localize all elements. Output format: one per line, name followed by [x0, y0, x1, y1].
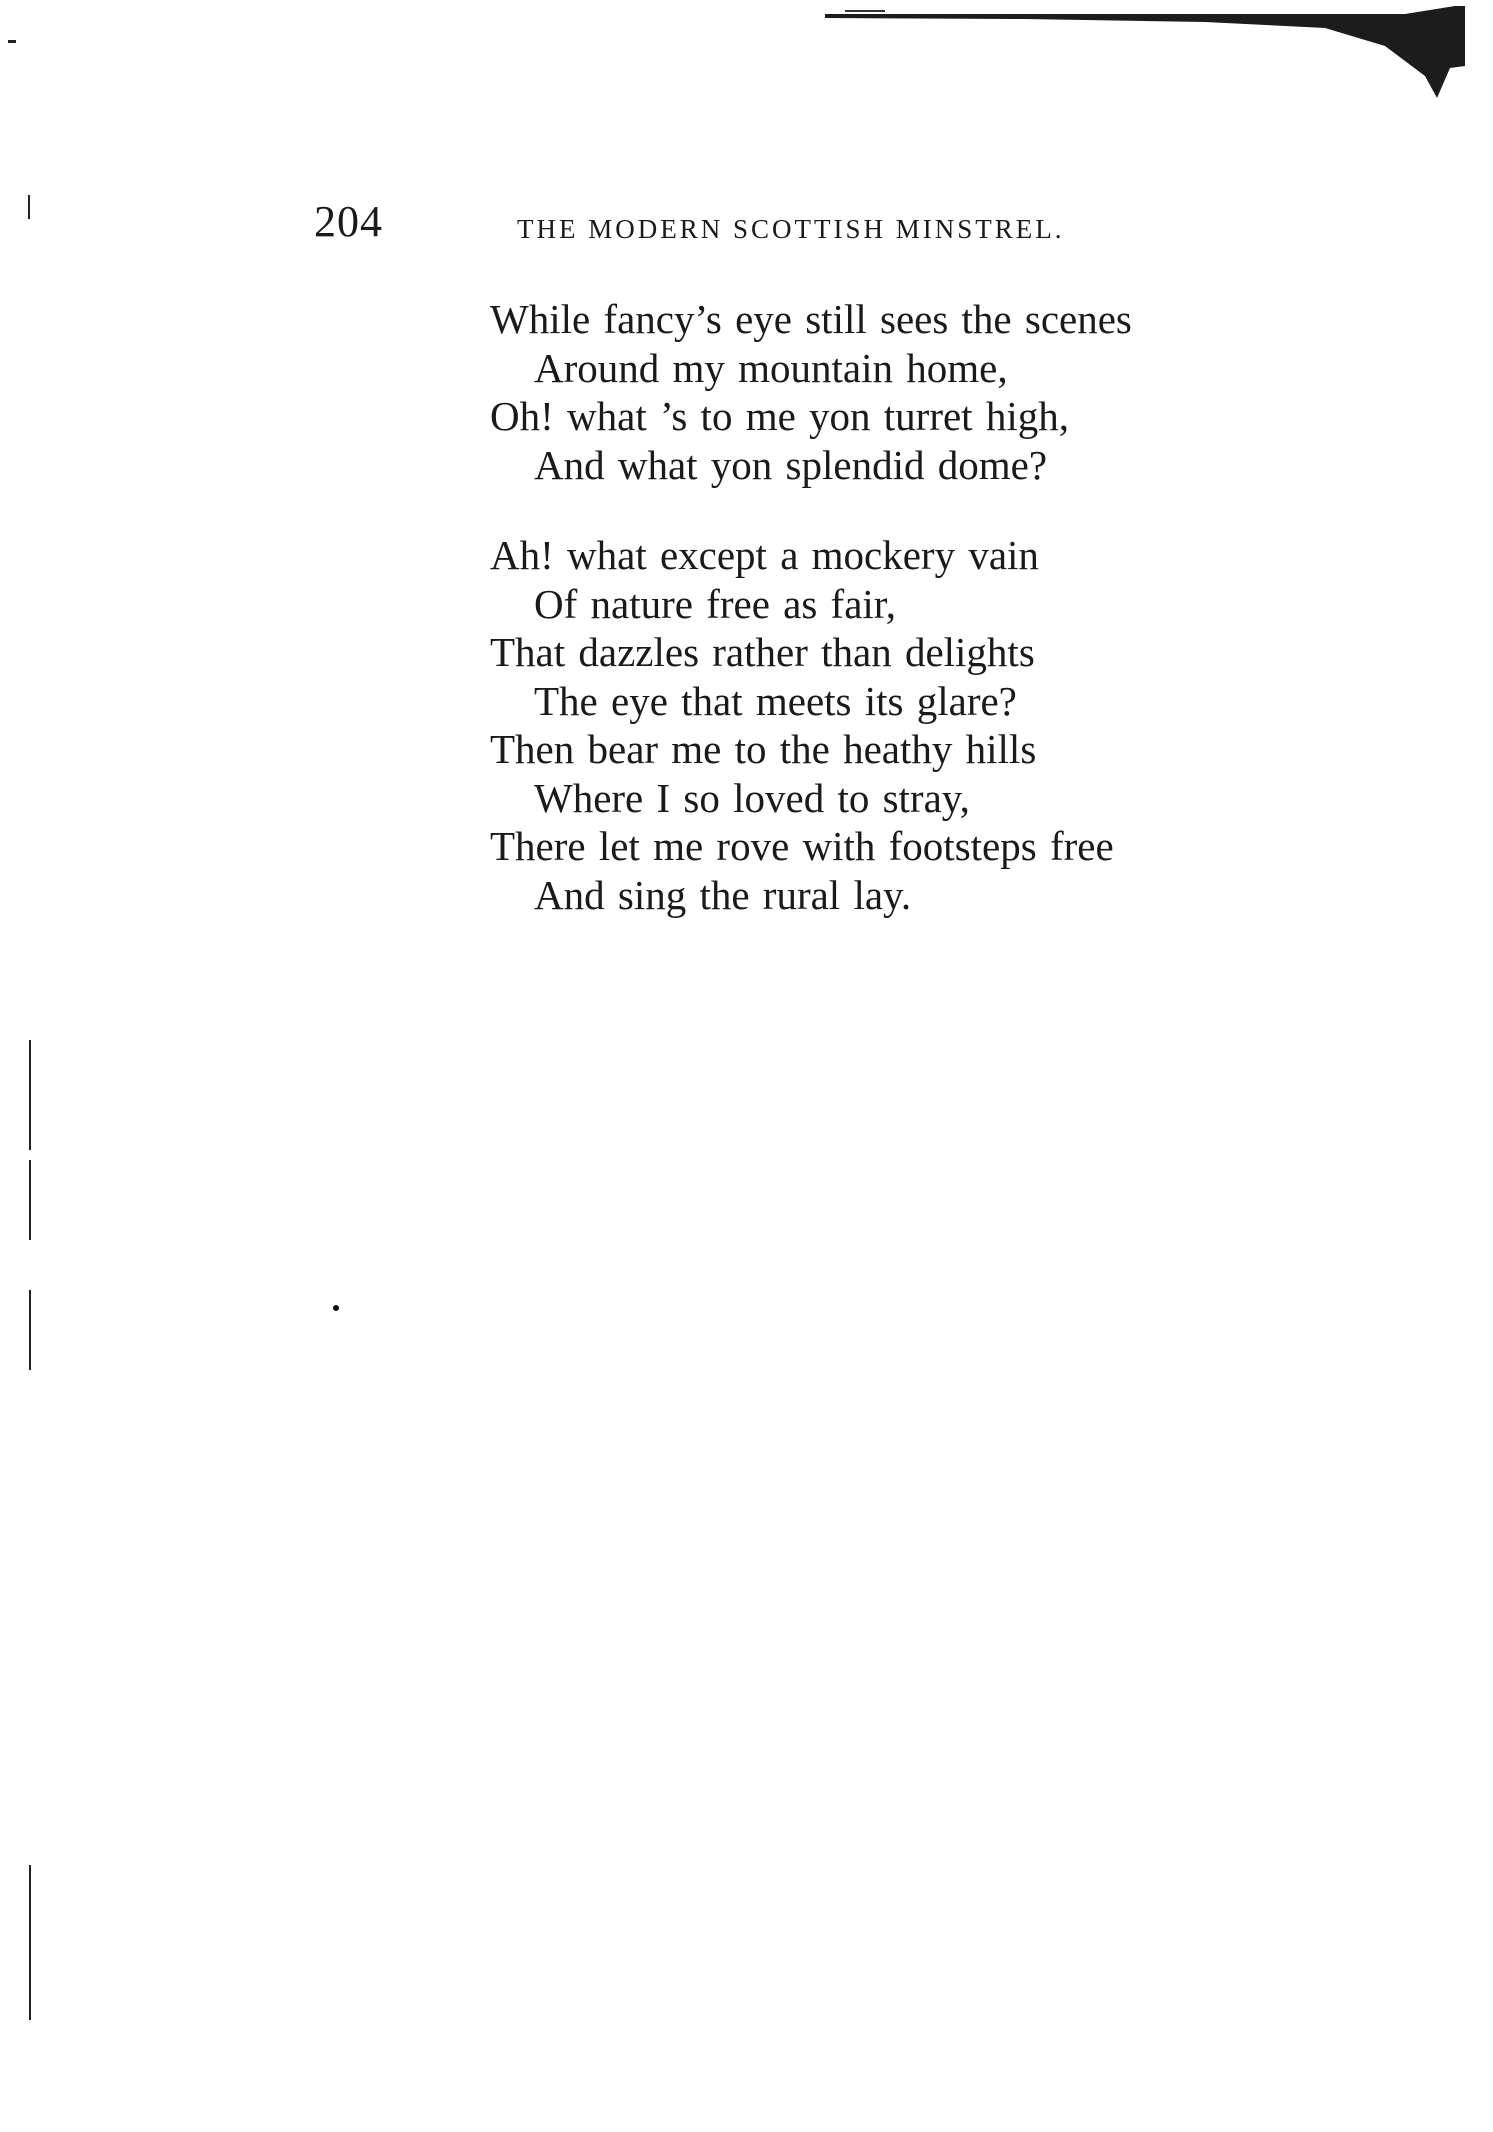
poem-line: There let me rove with footsteps free	[490, 823, 1114, 869]
binding-mark	[29, 1160, 31, 1240]
poem-line: The eye that meets its glare?	[534, 677, 1017, 724]
binding-mark	[29, 1290, 31, 1370]
stanza	[490, 531, 1390, 919]
poem-line: That dazzles rather than delights	[490, 629, 1035, 675]
poem-line: Ah! what except a mockery vain	[490, 532, 1039, 578]
poem-line: Around my mountain home,	[534, 344, 1008, 391]
binding-mark	[29, 1040, 31, 1150]
page-header	[0, 196, 1493, 256]
poem-line: And sing the rural lay.	[534, 871, 912, 918]
poem	[490, 295, 1390, 961]
poem-line: Where I so loved to stray,	[534, 774, 970, 821]
stanza	[490, 295, 1390, 489]
poem-line: Then bear me to the heathy hills	[490, 726, 1037, 772]
poem-line: Oh! what ’s to me yon turret high,	[490, 393, 1069, 439]
running-title: THE MODERN SCOTTISH MINSTREL.	[517, 214, 1065, 244]
poem-line: Of nature free as fair,	[534, 580, 897, 627]
binding-mark	[29, 1865, 31, 2020]
poem-line: While fancy’s eye still sees the scenes	[490, 296, 1132, 342]
scan-corner-shadow	[825, 6, 1465, 106]
ink-speck	[333, 1305, 339, 1311]
binding-mark	[8, 40, 16, 43]
poem-line: And what yon splendid dome?	[534, 441, 1048, 488]
page-number: 204	[314, 197, 383, 246]
